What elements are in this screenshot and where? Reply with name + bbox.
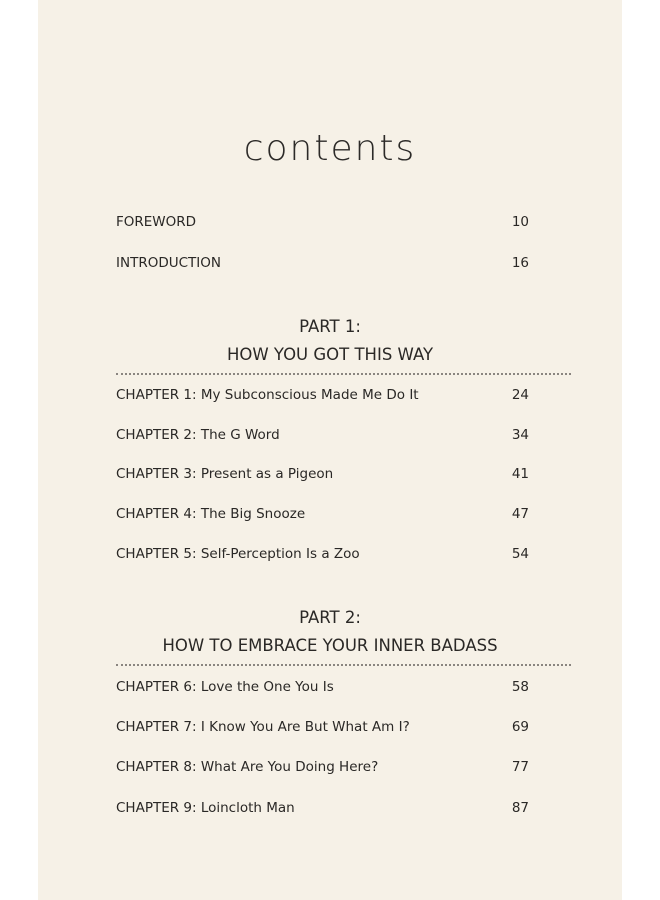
part-title: HOW YOU GOT THIS WAY [226,345,434,364]
page-title: contents [243,128,417,169]
dotted-divider [116,373,571,375]
part-label: PART 1: [299,317,361,336]
toc-entry-introduction [116,255,529,271]
toc-entry-page: 41 [511,466,529,482]
part-heading-1 [0,313,660,369]
part-heading-2 [0,604,660,660]
toc-entry-label: CHAPTER 1: My Subconscious Made Me Do It [116,387,419,403]
toc-entry-label: INTRODUCTION [116,255,221,271]
part-label: PART 2: [299,608,361,627]
toc-entry-chapter-9 [116,800,529,816]
toc-entry-label: CHAPTER 2: The G Word [116,427,280,443]
toc-entry-page: 58 [511,679,529,695]
toc-entry-chapter-4 [116,506,529,522]
toc-entry-page: 10 [511,214,529,230]
toc-entry-page: 34 [511,427,529,443]
toc-entry-chapter-1 [116,387,529,403]
toc-entry-label: FOREWORD [116,214,197,230]
toc-entry-page: 24 [511,387,529,403]
toc-entry-page: 47 [511,506,529,522]
toc-entry-chapter-8 [116,759,529,775]
toc-entry-chapter-7 [116,719,529,735]
toc-entry-chapter-3 [116,466,529,482]
toc-entry-label: CHAPTER 7: I Know You Are But What Am I? [116,719,410,735]
toc-entry-label: CHAPTER 6: Love the One You Is [116,679,334,695]
part-title: HOW TO EMBRACE YOUR INNER BADASS [162,636,498,655]
toc-entry-chapter-2 [116,427,529,443]
toc-entry-page: 54 [511,546,529,562]
toc-entry-page: 77 [511,759,529,775]
toc-entry-foreword [116,214,529,230]
toc-entry-page: 16 [511,255,529,271]
toc-entry-label: CHAPTER 8: What Are You Doing Here? [116,759,379,775]
toc-entry-chapter-6 [116,679,529,695]
toc-entry-label: CHAPTER 3: Present as a Pigeon [116,466,334,482]
toc-entry-page: 69 [511,719,529,735]
toc-entry-label: CHAPTER 9: Loincloth Man [116,800,295,816]
dotted-divider [116,664,571,666]
toc-entry-label: CHAPTER 4: The Big Snooze [116,506,306,522]
toc-entry-page: 87 [511,800,529,816]
toc-entry-label: CHAPTER 5: Self-Perception Is a Zoo [116,546,360,562]
toc-entry-chapter-5 [116,546,529,562]
